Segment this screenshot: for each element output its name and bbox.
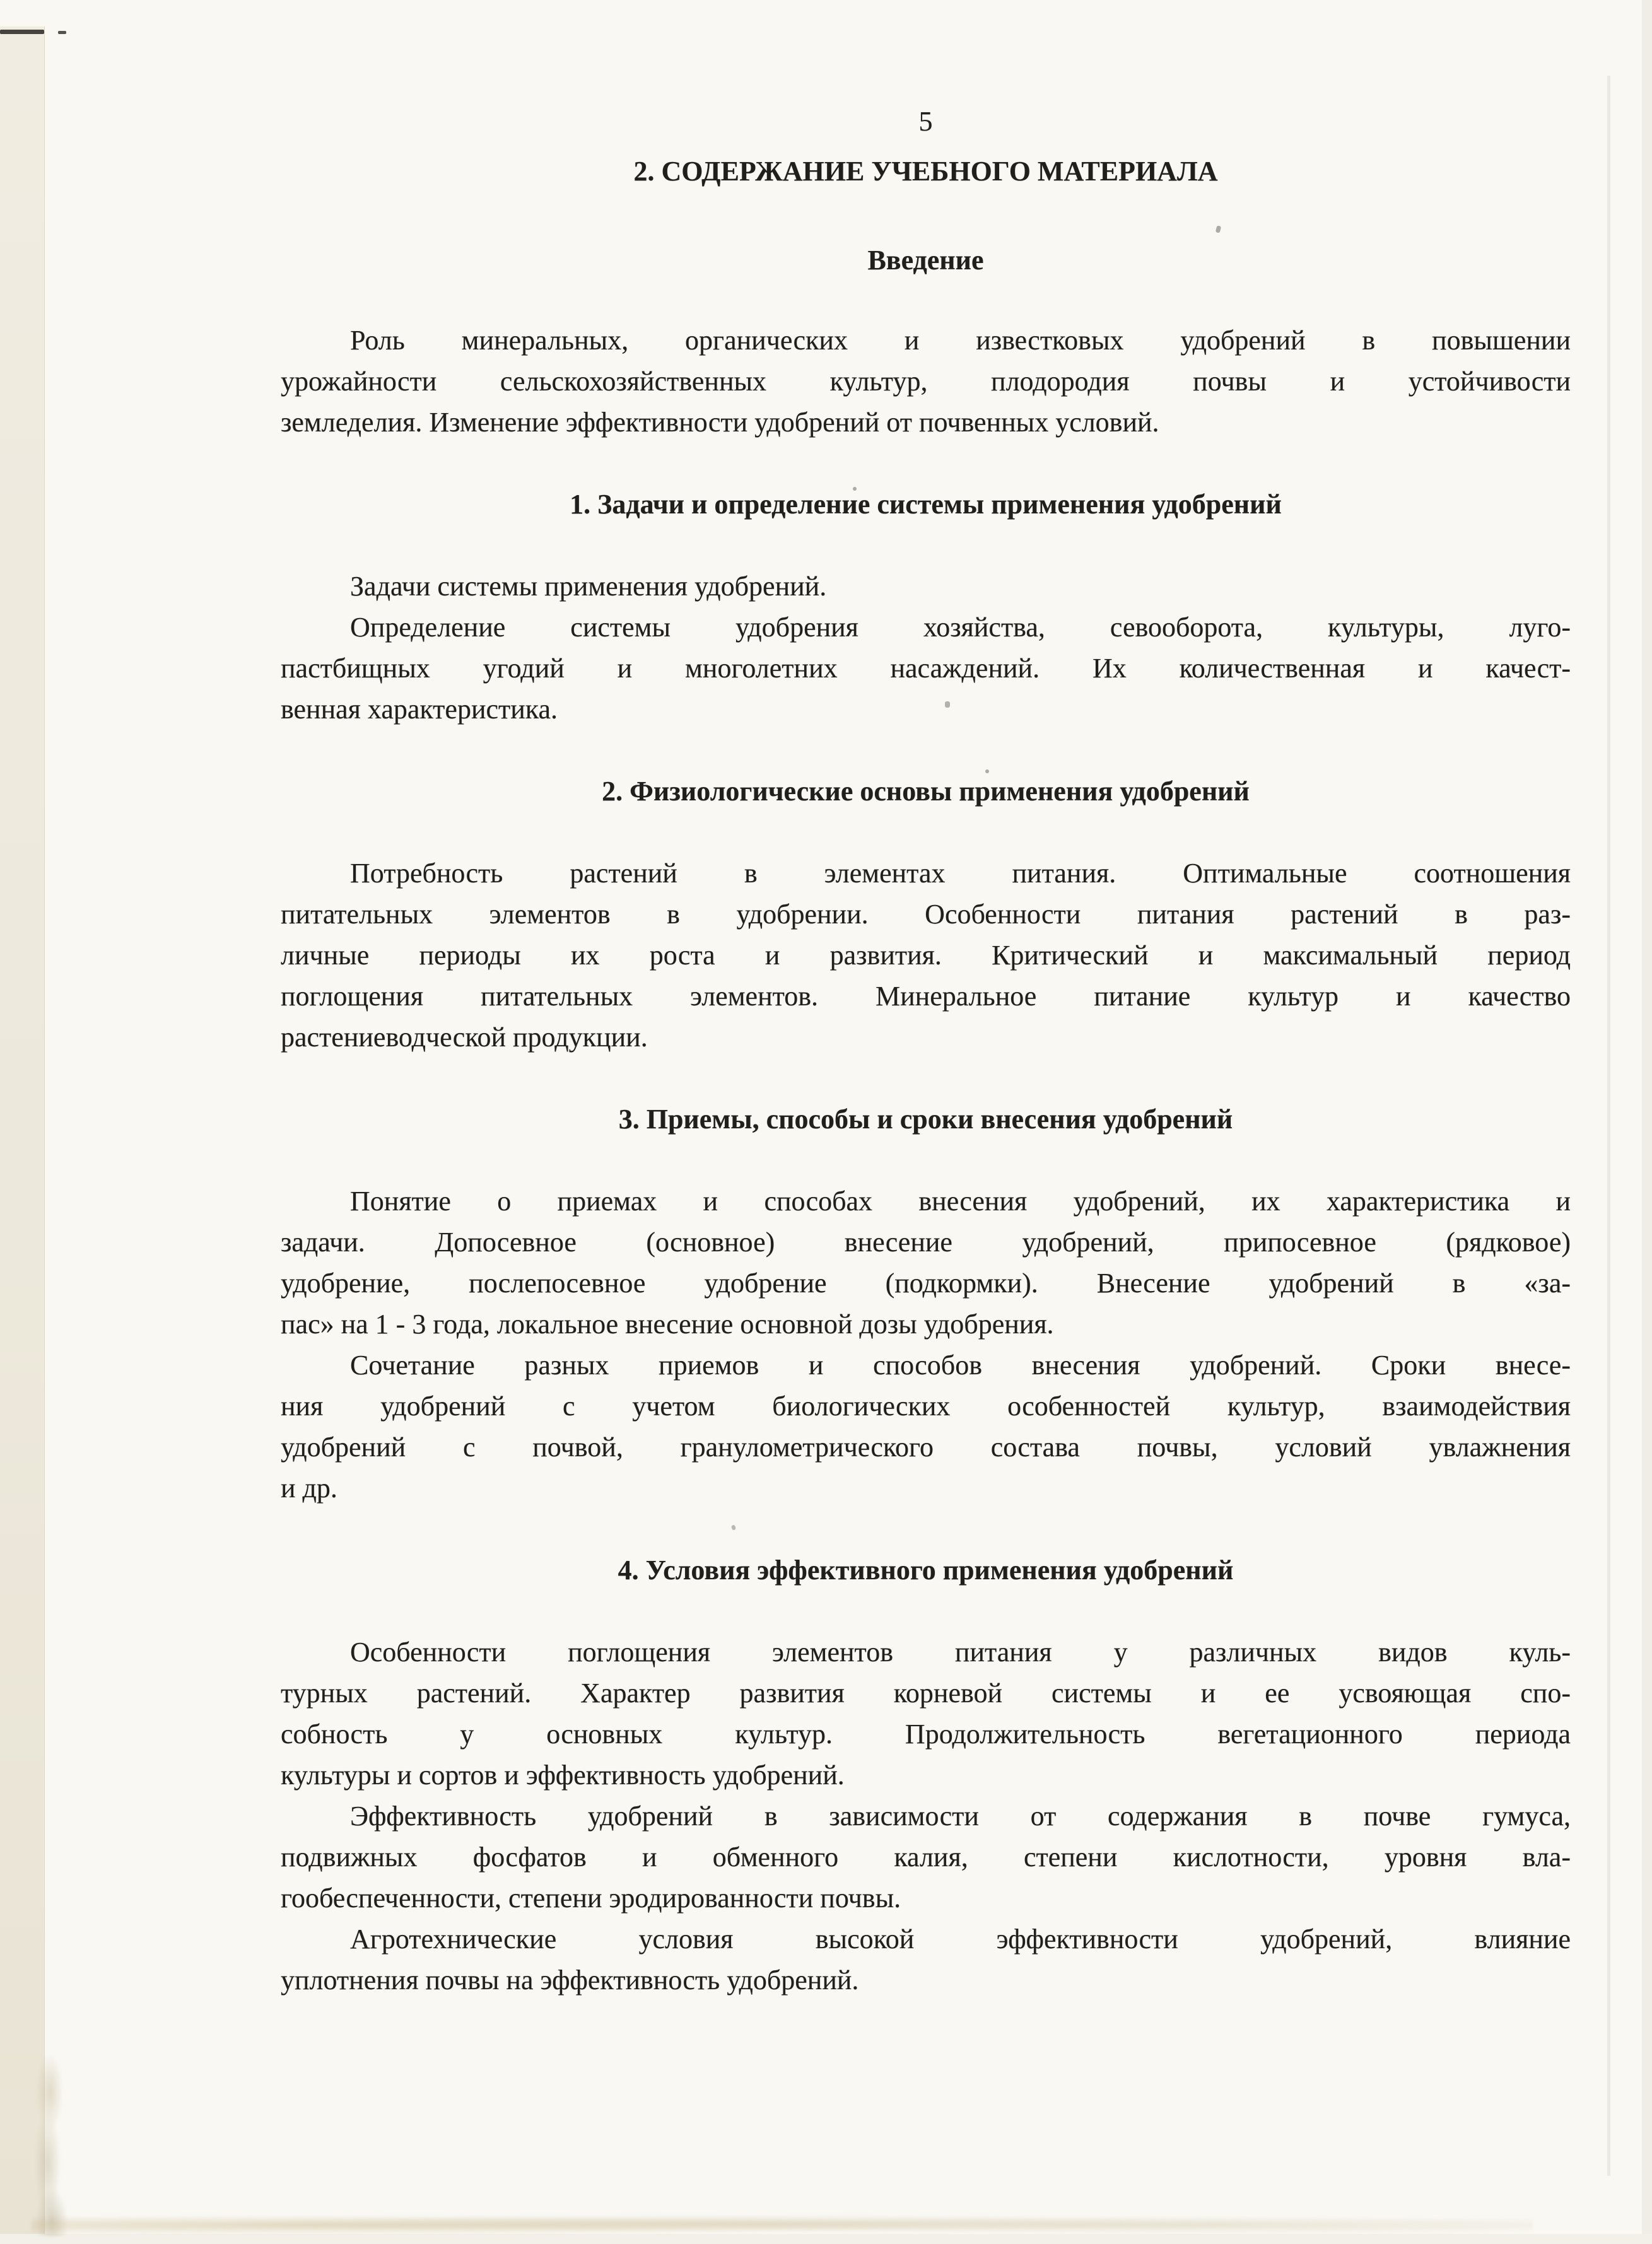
text-line: пас» на 1 - 3 года, локальное внесение основной дозы удобрения.	[281, 1309, 1054, 1340]
text-line: Понятие о приемах и способах внесения удобрений, их характеристика и	[350, 1186, 1571, 1217]
paragraph	[281, 1345, 1571, 1509]
text-line: Задачи системы применения удобрений.	[350, 571, 827, 602]
scan-bottom-band-smudge	[32, 2211, 1533, 2237]
text-line: гообеспеченности, степени эродированности почвы.	[281, 1883, 901, 1914]
text-line: собность у основных культур. Продолжительность вегетационного периода	[281, 1719, 1571, 1750]
text-line: Определение системы удобрения хозяйства, севооборота, культуры, луго-	[350, 612, 1571, 643]
section-heading-1: 1. Задачи и определение системы применения удобрений	[570, 489, 1282, 520]
page-number: 5	[918, 106, 933, 137]
text-line: личные периоды их роста и развития. Критический и максимальный период	[281, 940, 1571, 971]
text-line: питательных элементов в удобрении. Особенности питания растений в раз-	[281, 899, 1571, 930]
scan-right-edge-shade	[1642, 0, 1652, 2244]
scan-left-edge-strip	[0, 26, 45, 2244]
section-heading-4: 4. Условия эффективного применения удобрений	[618, 1555, 1234, 1586]
document-body	[281, 101, 1571, 2001]
paragraph	[281, 1181, 1571, 1345]
paragraph	[281, 566, 1571, 607]
paragraph	[281, 853, 1571, 1058]
text-line: задачи. Допосевное (основное) внесение удобрений, припосевное (рядковое)	[281, 1227, 1571, 1258]
text-line: Эффективность удобрений в зависимости от содержания в почве гумуса,	[350, 1801, 1571, 1832]
scan-right-fold-line	[1607, 76, 1610, 2176]
text-line: культуры и сортов и эффективность удобрений.	[281, 1760, 845, 1791]
text-line: уплотнения почвы на эффективность удобрений.	[281, 1965, 859, 1996]
scan-page-top-edge-dash	[58, 31, 66, 34]
section-heading-introduction: Введение	[867, 245, 984, 276]
paragraph	[281, 1919, 1571, 2001]
text-line: венная характеристика.	[281, 694, 558, 725]
text-line: ния удобрений с учетом биологических особенностей культур, взаимодействия	[281, 1391, 1571, 1422]
text-line: поглощения питательных элементов. Минеральное питание культур и качество	[281, 981, 1571, 1012]
text-line: земледелия. Изменение эффективности удобрений от почвенных условий.	[281, 407, 1159, 438]
text-line: удобрение, послепосевное удобрение (подкормки). Внесение удобрений в «за-	[281, 1268, 1571, 1299]
text-line: удобрений с почвой, гранулометрического состава почвы, условий увлажнения	[281, 1432, 1571, 1463]
text-line: и др.	[281, 1473, 337, 1504]
text-line: растениеводческой продукции.	[281, 1022, 648, 1053]
text-line: пастбищных угодий и многолетних насаждений. Их количественная и качест-	[281, 653, 1571, 684]
section-heading-3: 3. Приемы, способы и сроки внесения удобрений	[618, 1104, 1233, 1135]
scan-page-top-edge-line	[0, 30, 44, 34]
text-line: урожайности сельскохозяйственных культур, плодородия почвы и устойчивости	[281, 366, 1571, 397]
section-heading-2: 2. Физиологические основы применения удобрений	[602, 776, 1250, 807]
text-line: Особенности поглощения элементов питания у различных видов куль-	[350, 1637, 1571, 1668]
text-line: Потребность растений в элементах питания. Оптимальные соотношения	[350, 858, 1571, 889]
text-line: турных растений. Характер развития корневой системы и ее усвояющая спо-	[281, 1678, 1571, 1709]
text-line: Сочетание разных приемов и способов внесения удобрений. Сроки внесе-	[350, 1350, 1571, 1381]
paragraph	[281, 1632, 1571, 1796]
text-line: подвижных фосфатов и обменного калия, степени кислотности, уровня вла-	[281, 1842, 1571, 1873]
paragraph	[281, 607, 1571, 730]
document-title: 2. СОДЕРЖАНИЕ УЧЕБНОГО МАТЕРИАЛА	[633, 156, 1218, 187]
scan-bottom-left-smudge	[30, 2056, 69, 2236]
text-line: Роль минеральных, органических и известковых удобрений в повышении	[350, 325, 1571, 356]
text-line: Агротехнические условия высокой эффективности удобрений, влияние	[350, 1924, 1571, 1955]
paragraph	[281, 1796, 1571, 1919]
paragraph	[281, 320, 1571, 443]
